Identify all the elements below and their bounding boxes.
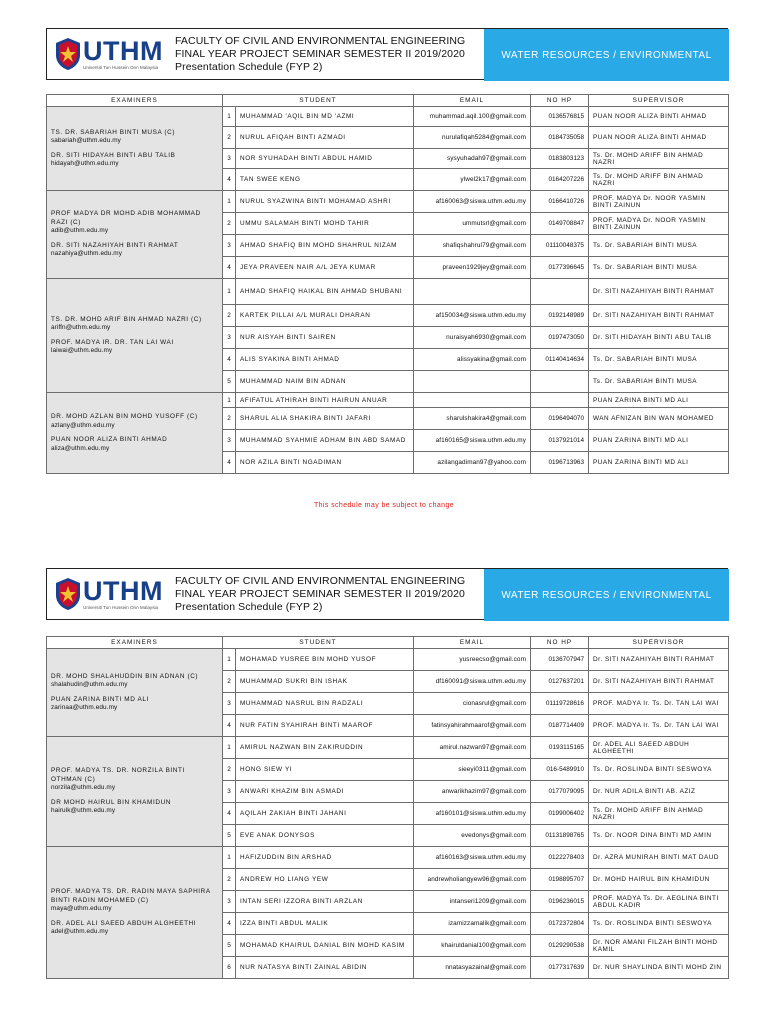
student-name: AMIRUL NAZWAN BIN ZAKIRUDDIN bbox=[236, 737, 414, 759]
row-number: 1 bbox=[223, 737, 236, 759]
student-phone: 0122278403 bbox=[531, 847, 589, 869]
student-name: ANWARI KHAZIM BIN ASMADI bbox=[236, 781, 414, 803]
student-name: JEYA PRAVEEN NAIR A/L JEYA KUMAR bbox=[236, 257, 414, 279]
student-name: MOHAMAD KHAIRUL DANIAL BIN MOHD KASIM bbox=[236, 935, 414, 957]
student-email: shafiqshahrul79@gmail.com bbox=[414, 235, 531, 257]
student-phone: 0197473050 bbox=[531, 327, 589, 349]
supervisor-name: Ts. Dr. ROSLINDA BINTI SESWOYA bbox=[589, 759, 729, 781]
row-number: 2 bbox=[223, 869, 236, 891]
examiner-name: PROF. MADYA TS. DR. NORZILA BINTI OTHMAN (C) bbox=[51, 767, 185, 783]
supervisor-name: Dr. SITI HIDAYAH BINTI ABU TALIB bbox=[589, 327, 729, 349]
supervisor-name: Dr. SITI NAZAHIYAH BINTI RAHMAT bbox=[589, 279, 729, 305]
examiner-cell bbox=[47, 393, 223, 474]
student-phone: 0192148989 bbox=[531, 305, 589, 327]
student-email: af160163@siswa.uthm.edu.my bbox=[414, 847, 531, 869]
student-name: NUR FATIN SYAHIRAH BINTI MAAROF bbox=[236, 715, 414, 737]
examiner-email: aliza@uthm.edu.my bbox=[51, 444, 110, 452]
table-row bbox=[47, 191, 729, 213]
student-email: praveen1929jey@gmail.com bbox=[414, 257, 531, 279]
student-email: andrewholiangyew96@gmail.com bbox=[414, 869, 531, 891]
student-email bbox=[414, 279, 531, 305]
examiner-name: DR MOHD HAIRUL BIN KHAMIDUN bbox=[51, 798, 171, 806]
supervisor-name: PUAN ZARINA BINTI MD ALI bbox=[589, 452, 729, 474]
schedule-header-1 bbox=[46, 28, 728, 80]
col-hp: NO HP bbox=[531, 637, 589, 649]
col-hp: NO HP bbox=[531, 95, 589, 107]
supervisor-name: Ts. Dr. SABARIAH BINTI MUSA bbox=[589, 371, 729, 393]
row-number: 3 bbox=[223, 235, 236, 257]
student-name: AHMAD SHAFIQ BIN MOHD SHAHRUL NIZAM bbox=[236, 235, 414, 257]
col-examiners: EXAMINERS bbox=[47, 95, 223, 107]
student-email bbox=[414, 371, 531, 393]
uthm-crest-icon bbox=[55, 37, 81, 71]
schedule-subtitle: Presentation Schedule (FYP 2) bbox=[175, 61, 323, 73]
examiner-email: zarinaa@uthm.edu.my bbox=[51, 704, 118, 711]
student-phone: 01119728616 bbox=[531, 693, 589, 715]
student-email: intanseri1209@gmail.com bbox=[414, 891, 531, 913]
student-phone: 0172372804 bbox=[531, 913, 589, 935]
col-supervisor: SUPERVISOR bbox=[589, 95, 729, 107]
student-name: SHARUL ALIA SHAKIRA BINTI JAFARI bbox=[236, 408, 414, 430]
schedule-table-1 bbox=[46, 94, 729, 474]
student-email: af160165@siswa.uthm.edu.my bbox=[414, 430, 531, 452]
examiner-name: TS. DR. MOHD ARIF BIN AHMAD NAZRI (C) bbox=[51, 315, 202, 323]
student-email: yusreecso@gmail.com bbox=[414, 649, 531, 671]
student-name: NUR NATASYA BINTI ZAINAL ABIDIN bbox=[236, 957, 414, 979]
seminar-title: FINAL YEAR PROJECT SEMINAR SEMESTER II 2019/2020 bbox=[175, 588, 465, 600]
student-email: sieeyi0311@gmail.com bbox=[414, 759, 531, 781]
student-name: MUHAMMAD NASRUL BIN RADZALI bbox=[236, 693, 414, 715]
row-number: 3 bbox=[223, 327, 236, 349]
student-email: nnatasyazainal@gmail.com bbox=[414, 957, 531, 979]
row-number: 6 bbox=[223, 957, 236, 979]
supervisor-name: PROF. MADYA Dr. NOOR YASMIN BINTI ZAINUN bbox=[589, 191, 729, 213]
row-number: 3 bbox=[223, 430, 236, 452]
student-phone: 0177396645 bbox=[531, 257, 589, 279]
row-number: 2 bbox=[223, 759, 236, 781]
student-email: amirul.nazwan97@gmail.com bbox=[414, 737, 531, 759]
student-email: af160063@siswa.uthm.edu.my bbox=[414, 191, 531, 213]
student-email: fatinsyahirahmaarof@gmail.com bbox=[414, 715, 531, 737]
student-email: df160091@siswa.uthm.edu.my bbox=[414, 671, 531, 693]
examiner-email: azlany@uthm.edu.my bbox=[51, 421, 115, 429]
examiner-name: PUAN ZARINA BINTI MD ALI bbox=[51, 695, 149, 703]
supervisor-name: Dr. NOR AMANI FILZAH BINTI MOHD KAMIL bbox=[589, 935, 729, 957]
student-phone: 0127637201 bbox=[531, 671, 589, 693]
supervisor-name: PROF. MADYA Ir. Ts. Dr. TAN LAI WAI bbox=[589, 715, 729, 737]
student-email: ylwel2k17@gmail.com bbox=[414, 169, 531, 191]
examiner-email: laiwai@uthm.edu.my bbox=[51, 347, 113, 354]
logo-subtitle: Universiti Tun Hussein Onn Malaysia bbox=[83, 65, 159, 70]
table-row bbox=[47, 737, 729, 759]
examiner-email: hairulk@uthm.edu.my bbox=[51, 807, 116, 815]
row-number: 4 bbox=[223, 257, 236, 279]
row-number: 5 bbox=[223, 371, 236, 393]
student-phone: 0196494070 bbox=[531, 408, 589, 430]
student-email: nurulafiqah5284@gmail.com bbox=[414, 127, 531, 149]
student-name: MOHAMAD YUSREE BIN MOHD YUSOF bbox=[236, 649, 414, 671]
examiner-email: sabariah@uthm.edu.my bbox=[51, 137, 121, 144]
student-phone: 0136576815 bbox=[531, 107, 589, 127]
student-email: af150034@siswa.uthm.edu.my bbox=[414, 305, 531, 327]
student-name: MUHAMMAD 'AQIL BIN MD 'AZMI bbox=[236, 107, 414, 127]
col-student: STUDENT bbox=[223, 95, 414, 107]
student-email: khairuldanial100@gmail.com bbox=[414, 935, 531, 957]
supervisor-name: Dr. NUR ADILA BINTI AB. AZIZ bbox=[589, 781, 729, 803]
schedule-table-2 bbox=[46, 636, 729, 979]
supervisor-name: Dr. SITI NAZAHIYAH BINTI RAHMAT bbox=[589, 305, 729, 327]
examiner-name: TS. DR. SABARIAH BINTI MUSA (C) bbox=[51, 128, 176, 136]
student-name: MUHAMMAD SYAHMIE ADHAM BIN ABD SAMAD bbox=[236, 430, 414, 452]
student-name: MUHAMMAD SUKRI BIN ISHAK bbox=[236, 671, 414, 693]
supervisor-name: Ts. Dr. MOHD ARIFF BIN AHMAD NAZRI bbox=[589, 169, 729, 191]
student-phone: 0137921014 bbox=[531, 430, 589, 452]
row-number: 4 bbox=[223, 349, 236, 371]
col-supervisor: SUPERVISOR bbox=[589, 637, 729, 649]
row-number: 2 bbox=[223, 213, 236, 235]
student-name: IZZA BINTI ABDUL MALIK bbox=[236, 913, 414, 935]
student-phone bbox=[531, 393, 589, 408]
examiner-cell bbox=[47, 279, 223, 393]
row-number: 4 bbox=[223, 169, 236, 191]
examiner-email: ariffn@uthm.edu.my bbox=[51, 324, 111, 331]
row-number: 1 bbox=[223, 393, 236, 408]
supervisor-name: PUAN ZARINA BINTI MD ALI bbox=[589, 430, 729, 452]
examiner-email: maya@uthm.edu.my bbox=[51, 905, 112, 913]
examiner-name: DR. MOHD AZLAN BIN MOHD YUSOFF (C) bbox=[51, 413, 198, 420]
student-phone: 0177317639 bbox=[531, 957, 589, 979]
row-number: 1 bbox=[223, 649, 236, 671]
row-number: 4 bbox=[223, 452, 236, 474]
schedule-note: This schedule may be subject to change bbox=[313, 502, 455, 509]
row-number: 4 bbox=[223, 913, 236, 935]
col-student: STUDENT bbox=[223, 637, 414, 649]
row-number: 3 bbox=[223, 149, 236, 169]
student-name: EVE ANAK DONYSOS bbox=[236, 825, 414, 847]
supervisor-name: Dr. SITI NAZAHIYAH BINTI RAHMAT bbox=[589, 671, 729, 693]
student-name: HONG SIEW YI bbox=[236, 759, 414, 781]
student-name: TAN SWEE KENG bbox=[236, 169, 414, 191]
examiner-email: shalahudin@uthm.edu.my bbox=[51, 681, 128, 688]
student-phone: 01140414634 bbox=[531, 349, 589, 371]
supervisor-name: Ts. Dr. ROSLINDA BINTI SESWOYA bbox=[589, 913, 729, 935]
logo-wordmark: UTHM bbox=[83, 36, 163, 66]
student-phone: 016-5489910 bbox=[531, 759, 589, 781]
student-phone: 01131898765 bbox=[531, 825, 589, 847]
examiner-cell bbox=[47, 191, 223, 279]
table-row bbox=[47, 107, 729, 127]
programme-band: WATER RESOURCES / ENVIRONMENTAL bbox=[484, 29, 729, 81]
row-number: 1 bbox=[223, 847, 236, 869]
student-phone bbox=[531, 371, 589, 393]
table-header-row bbox=[47, 95, 729, 107]
examiner-cell bbox=[47, 847, 223, 979]
student-phone: 0199006402 bbox=[531, 803, 589, 825]
table-row bbox=[47, 847, 729, 869]
student-phone bbox=[531, 279, 589, 305]
header-text bbox=[175, 35, 465, 74]
student-phone: 0193115165 bbox=[531, 737, 589, 759]
student-phone: 0149708847 bbox=[531, 213, 589, 235]
supervisor-name: Dr. SITI NAZAHIYAH BINTI RAHMAT bbox=[589, 649, 729, 671]
row-number: 3 bbox=[223, 891, 236, 913]
supervisor-name: PUAN NOOR ALIZA BINTI AHMAD bbox=[589, 107, 729, 127]
student-name: ANDREW HO LIANG YEW bbox=[236, 869, 414, 891]
examiner-email: hidayah@uthm.edu.my bbox=[51, 160, 119, 167]
student-phone: 0187714409 bbox=[531, 715, 589, 737]
student-email: cionasrul@gmail.com bbox=[414, 693, 531, 715]
student-name: AHMAD SHAFIQ HAIKAL BIN AHMAD SHUBANI bbox=[236, 279, 414, 305]
programme-band: WATER RESOURCES / ENVIRONMENTAL bbox=[484, 569, 729, 621]
examiner-name: DR. SITI NAZAHIYAH BINTI RAHMAT bbox=[51, 241, 179, 249]
row-number: 2 bbox=[223, 127, 236, 149]
examiner-email: norzila@uthm.edu.my bbox=[51, 784, 116, 792]
examiner-email: adib@uthm.edu.my bbox=[51, 227, 109, 235]
uthm-logo bbox=[55, 37, 167, 73]
table-row bbox=[47, 649, 729, 671]
student-name: HAFIZUDDIN BIN ARSHAD bbox=[236, 847, 414, 869]
examiner-email: nazahiya@uthm.edu.my bbox=[51, 250, 123, 258]
student-name: MUHAMMAD NAIM BIN ADNAN bbox=[236, 371, 414, 393]
schedule-header-2 bbox=[46, 568, 728, 620]
row-number: 3 bbox=[223, 781, 236, 803]
row-number: 2 bbox=[223, 305, 236, 327]
faculty-title: FACULTY OF CIVIL AND ENVIRONMENTAL ENGINEERING bbox=[175, 35, 466, 47]
examiner-cell bbox=[47, 737, 223, 847]
student-phone: 0129290538 bbox=[531, 935, 589, 957]
supervisor-name: PROF. MADYA Dr. NOOR YASMIN BINTI ZAINUN bbox=[589, 213, 729, 235]
supervisor-name: PROF. MADYA Ts. Dr. AEGLINA BINTI ABDUL KADIR bbox=[589, 891, 729, 913]
supervisor-name: Ts. Dr. SABARIAH BINTI MUSA bbox=[589, 257, 729, 279]
supervisor-name: Ts. Dr. SABARIAH BINTI MUSA bbox=[589, 349, 729, 371]
col-examiners: EXAMINERS bbox=[47, 637, 223, 649]
student-phone: 0196236015 bbox=[531, 891, 589, 913]
row-number: 4 bbox=[223, 715, 236, 737]
student-name: ALIS SYAKINA BINTI AHMAD bbox=[236, 349, 414, 371]
supervisor-name: Ts. Dr. SABARIAH BINTI MUSA bbox=[589, 235, 729, 257]
row-number: 1 bbox=[223, 107, 236, 127]
schedule-subtitle: Presentation Schedule (FYP 2) bbox=[175, 601, 323, 613]
student-phone: 0136707947 bbox=[531, 649, 589, 671]
student-email: izamizzamalik@gmail.com bbox=[414, 913, 531, 935]
row-number: 2 bbox=[223, 408, 236, 430]
supervisor-name: Dr. NUR SHAYLINDA BINTI MOHD ZIN bbox=[589, 957, 729, 979]
student-email: ummutsrl@gmail.com bbox=[414, 213, 531, 235]
row-number: 1 bbox=[223, 191, 236, 213]
student-name: NOR SYUHADAH BINTI ABDUL HAMID bbox=[236, 149, 414, 169]
student-email: azilangadiman97@yahoo.com bbox=[414, 452, 531, 474]
examiner-cell bbox=[47, 107, 223, 191]
student-name: AFIFATUL ATHIRAH BINTI HAIRUN ANUAR bbox=[236, 393, 414, 408]
supervisor-name: PUAN ZARINA BINTI MD ALI bbox=[589, 393, 729, 408]
col-email: EMAIL bbox=[414, 637, 531, 649]
examiner-name: PROF MADYA DR MOHD ADIB MOHAMMAD RAZI (C) bbox=[51, 210, 201, 226]
examiner-cell bbox=[47, 649, 223, 737]
student-phone: 0164207226 bbox=[531, 169, 589, 191]
row-number: 4 bbox=[223, 803, 236, 825]
examiner-name: DR. MOHD SHALAHUDDIN BIN ADNAN (C) bbox=[51, 672, 199, 680]
student-name: KARTEK PILLAI A/L MURALI DHARAN bbox=[236, 305, 414, 327]
table-row bbox=[47, 393, 729, 408]
supervisor-name: Ts. Dr. MOHD ARIFF BIN AHMAD NAZRI bbox=[589, 803, 729, 825]
student-phone: 0183803123 bbox=[531, 149, 589, 169]
supervisor-name: Dr. MOHD HAIRUL BIN KHAMIDUN bbox=[589, 869, 729, 891]
examiner-name: PROF. MADYA TS. DR. RADIN MAYA SAPHIRA BINTI RADIN MOHAMED (C) bbox=[51, 888, 211, 904]
supervisor-name: Dr. AZRA MUNIRAH BINTI MAT DAUD bbox=[589, 847, 729, 869]
examiner-name: PUAN NOOR ALIZA BINTI AHMAD bbox=[51, 436, 168, 443]
student-phone: 0198895707 bbox=[531, 869, 589, 891]
supervisor-name: PROF. MADYA Ir. Ts. Dr. TAN LAI WAI bbox=[589, 693, 729, 715]
row-number: 5 bbox=[223, 935, 236, 957]
logo-wordmark: UTHM bbox=[83, 576, 163, 606]
student-email: alissyakina@gmail.com bbox=[414, 349, 531, 371]
student-phone: 0196713963 bbox=[531, 452, 589, 474]
examiner-name: DR. ADEL ALI SAEED ABDUH ALGHEETHI bbox=[51, 919, 197, 927]
student-name: NOR AZILA BINTI NGADIMAN bbox=[236, 452, 414, 474]
student-name: NURUL SYAZWINA BINTI MOHAMAD ASHRI bbox=[236, 191, 414, 213]
col-email: EMAIL bbox=[414, 95, 531, 107]
student-name: NUR AISYAH BINTI SAIREN bbox=[236, 327, 414, 349]
student-name: NURUL AFIQAH BINTI AZMADI bbox=[236, 127, 414, 149]
student-name: AQILAH ZAKIAH BINTI JAHANI bbox=[236, 803, 414, 825]
student-email: sharulshakira4@gmail.com bbox=[414, 408, 531, 430]
student-phone: 0184735058 bbox=[531, 127, 589, 149]
student-email: af160101@siswa.uthm.edu.my bbox=[414, 803, 531, 825]
student-name: UMMU SALAMAH BINTI MOHD TAHIR bbox=[236, 213, 414, 235]
row-number: 2 bbox=[223, 671, 236, 693]
supervisor-name: PUAN NOOR ALIZA BINTI AHMAD bbox=[589, 127, 729, 149]
examiner-name: PROF. MADYA IR. DR. TAN LAI WAI bbox=[51, 338, 174, 346]
student-name: INTAN SERI IZZORA BINTI ARZLAN bbox=[236, 891, 414, 913]
supervisor-name: Dr. ADEL ALI SAEED ABDUH ALGHEETHI bbox=[589, 737, 729, 759]
student-email: sysyuhadah97@gmail.com bbox=[414, 149, 531, 169]
table-header-row bbox=[47, 637, 729, 649]
supervisor-name: Ts. Dr. NOOR DINA BINTI MD AMIN bbox=[589, 825, 729, 847]
student-phone: 01110048375 bbox=[531, 235, 589, 257]
table-row bbox=[47, 279, 729, 305]
header-text bbox=[175, 575, 465, 614]
row-number: 1 bbox=[223, 279, 236, 305]
student-email: nuraisyah6930@gmail.com bbox=[414, 327, 531, 349]
student-phone: 0177079095 bbox=[531, 781, 589, 803]
row-number: 3 bbox=[223, 693, 236, 715]
uthm-logo bbox=[55, 577, 167, 613]
uthm-crest-icon bbox=[55, 577, 81, 611]
student-email: muhammad.aqil.100@gmail.com bbox=[414, 107, 531, 127]
examiner-email: adel@uthm.edu.my bbox=[51, 928, 109, 936]
supervisor-name: Ts. Dr. MOHD ARIFF BIN AHMAD NAZRI bbox=[589, 149, 729, 169]
row-number: 5 bbox=[223, 825, 236, 847]
faculty-title: FACULTY OF CIVIL AND ENVIRONMENTAL ENGINEERING bbox=[175, 575, 466, 587]
student-email: anwarikhazim97@gmail.com bbox=[414, 781, 531, 803]
supervisor-name: WAN AFNIZAN BIN WAN MOHAMED bbox=[589, 408, 729, 430]
student-phone: 0166410726 bbox=[531, 191, 589, 213]
student-email: evedonys@gmail.com bbox=[414, 825, 531, 847]
examiner-name: DR. SITI HIDAYAH BINTI ABU TALIB bbox=[51, 151, 176, 159]
student-email bbox=[414, 393, 531, 408]
logo-subtitle: Universiti Tun Hussein Onn Malaysia bbox=[83, 605, 159, 610]
seminar-title: FINAL YEAR PROJECT SEMINAR SEMESTER II 2019/2020 bbox=[175, 48, 465, 60]
